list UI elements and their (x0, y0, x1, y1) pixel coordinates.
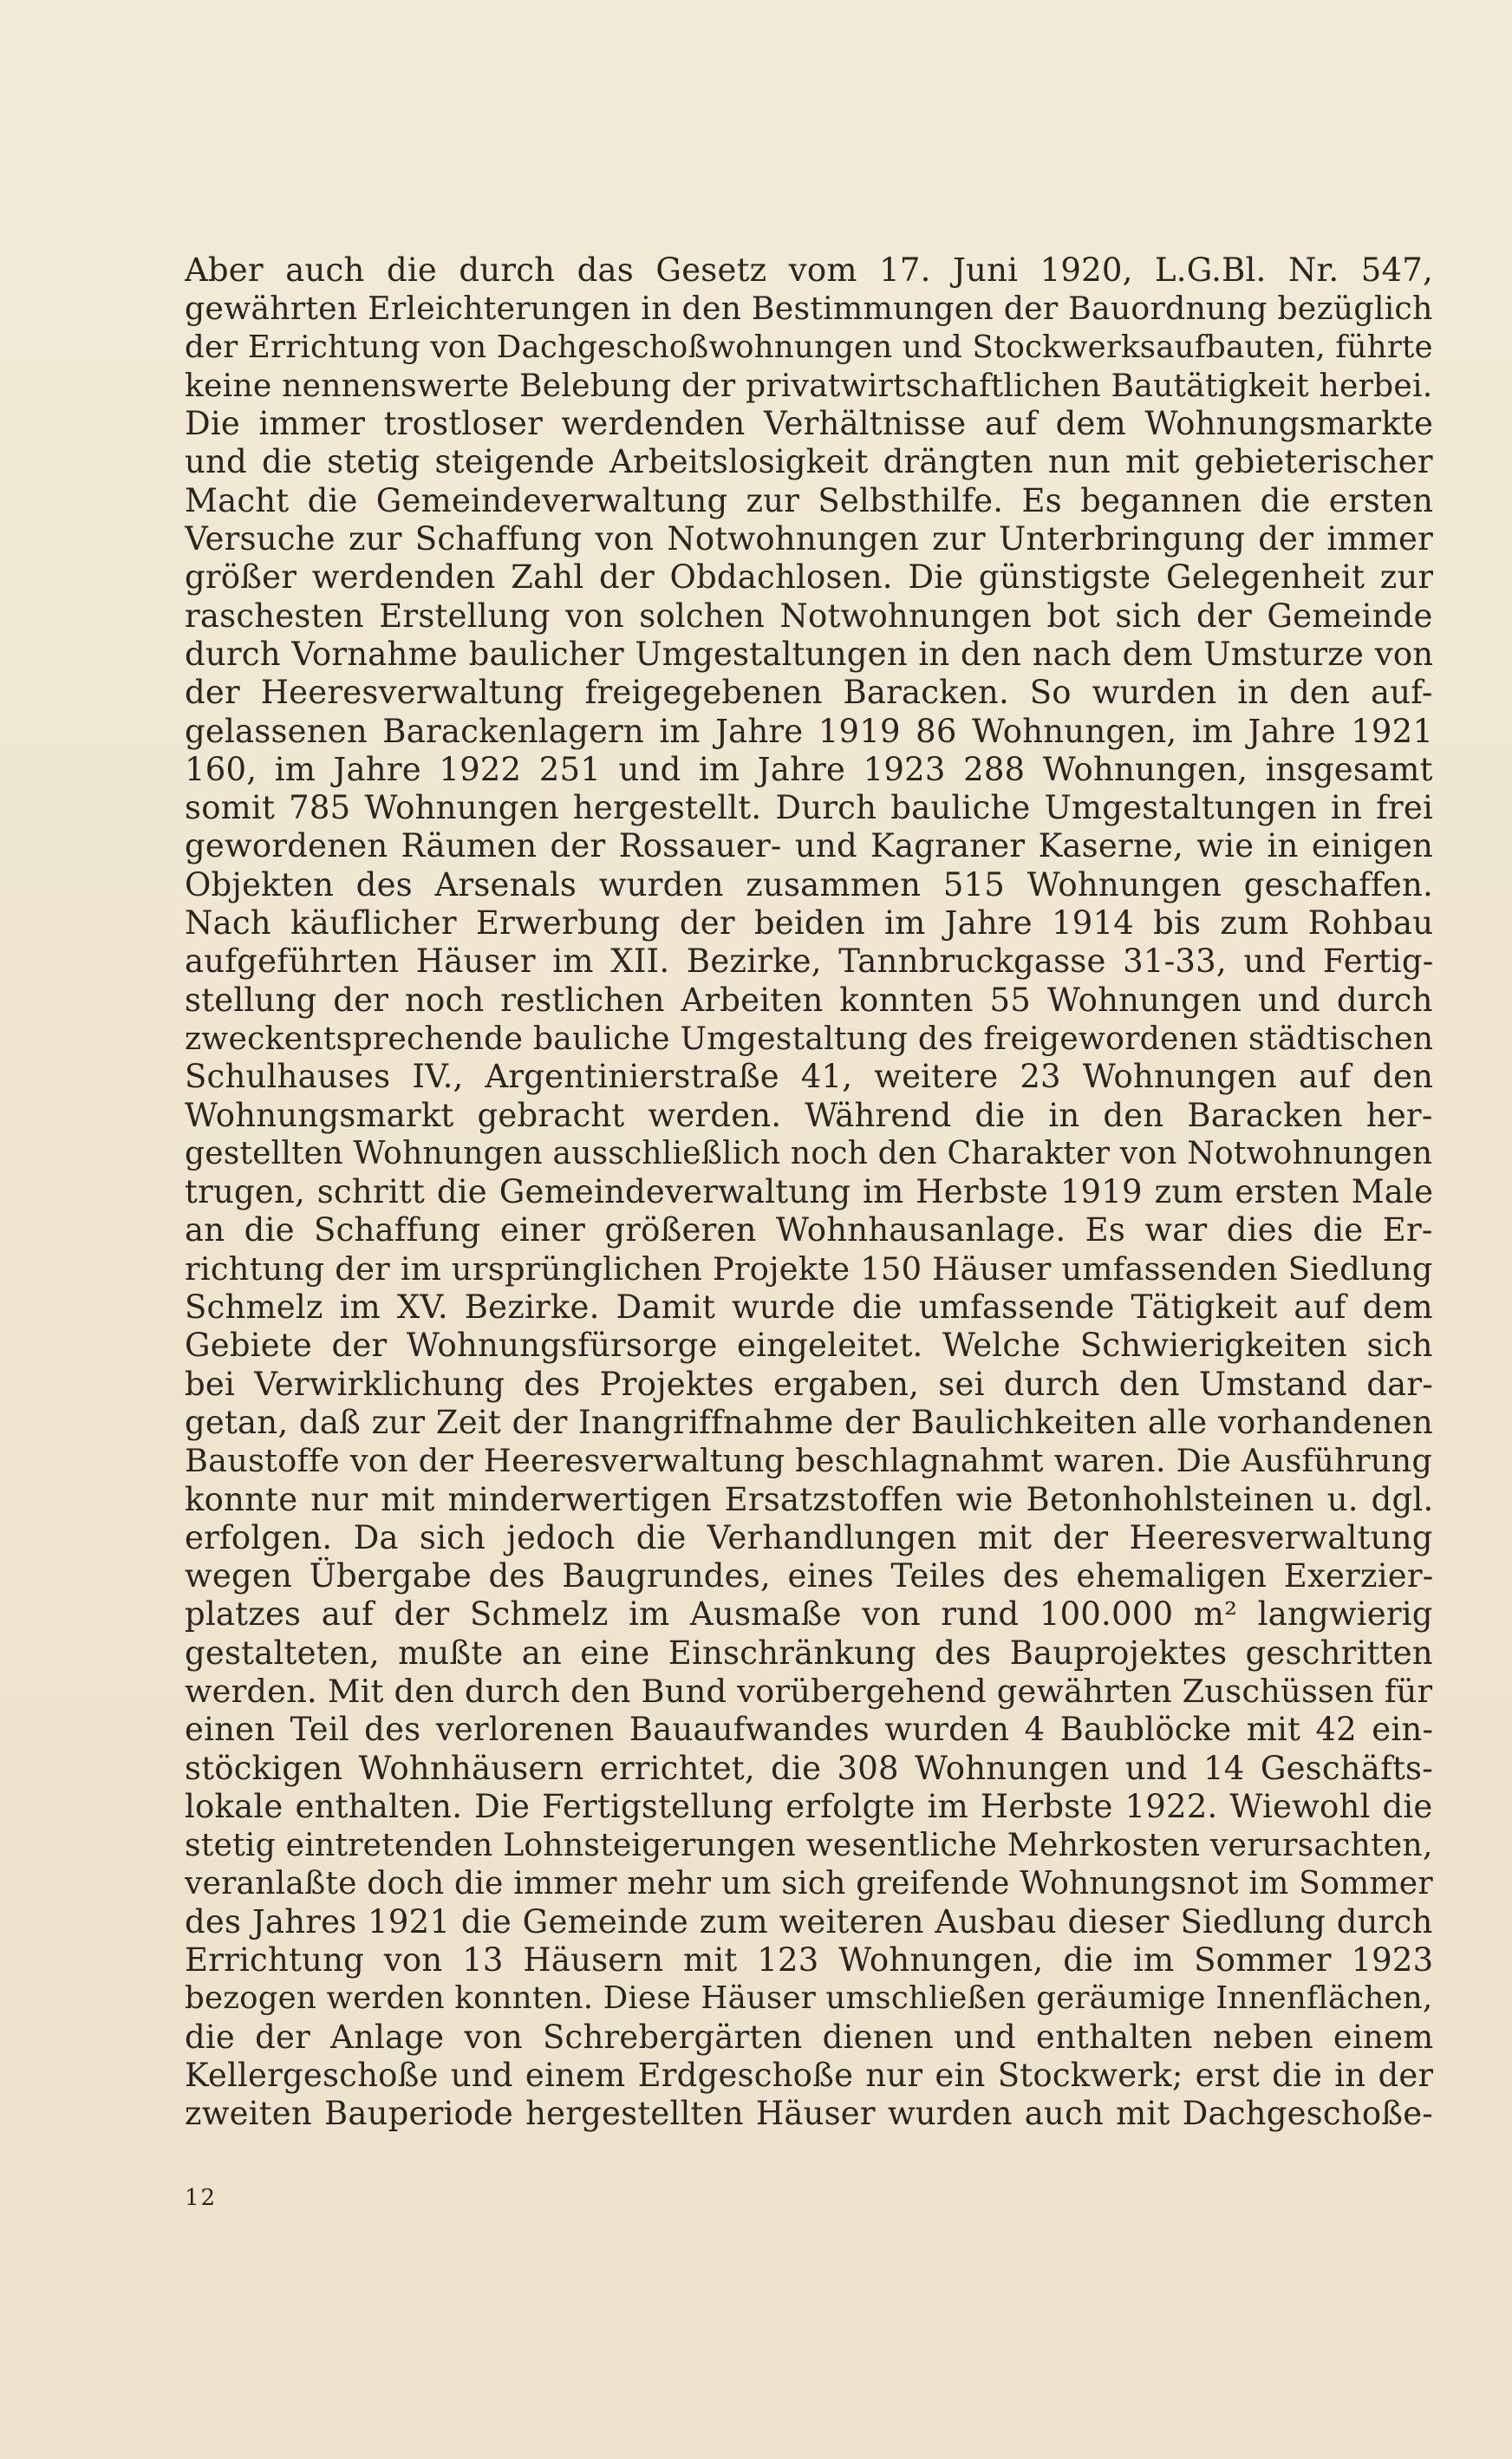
text-line: Objekten des Arsenals wurden zusammen 515 Wohnungen geschaffen. (185, 865, 1433, 903)
text-line: Errichtung von 13 Häusern mit 123 Wohnungen, die im Sommer 1923 (185, 1941, 1433, 1980)
text-line: des Jahres 1921 die Gemeinde zum weiteren Ausbau dieser Siedlung durch (185, 1902, 1433, 1940)
text-line: getan, daß zur Zeit der Inangriffnahme der Baulichkeiten alle vorhandenen (185, 1403, 1433, 1441)
text-line: Schulhauses IV., Argentinierstraße 41, weitere 23 Wohnungen auf den (185, 1058, 1433, 1096)
text-line: richtung der im ursprünglichen Projekte 150 Häuser umfassenden Siedlung (185, 1249, 1433, 1288)
text-line: konnte nur mit minderwertigen Ersatzstoffen wie Betonhohlsteinen u. dgl. (185, 1480, 1433, 1518)
text-line: gestellten Wohnungen ausschließlich noch den Charakter von Notwohnungen (185, 1135, 1433, 1171)
text-line: Wohnungsmarkt gebracht werden. Während die in den Baracken her- (185, 1096, 1433, 1134)
text-line: 160, im Jahre 1922 251 und im Jahre 1923 288 Wohnungen, insgesamt (185, 750, 1433, 788)
text-line: größer werdenden Zahl der Obdachlosen. Die günstigste Gelegenheit zur (185, 558, 1433, 597)
text-line: gestalteten, mußte an eine Einschränkung des Bauprojektes geschritten (185, 1634, 1433, 1672)
text-line: lokale enthalten. Die Fertigstellung erfolgte im Herbste 1922. Wiewohl die (185, 1787, 1433, 1825)
body-text (185, 251, 1433, 2134)
text-line: durch Vornahme baulicher Umgestaltungen in den nach dem Umsturze von (185, 635, 1433, 673)
text-line: platzes auf der Schmelz im Ausmaße von rund 100.000 m² langwierig (185, 1595, 1433, 1634)
text-line: der Heeresverwaltung freigegebenen Baracken. So wurden in den auf- (185, 674, 1433, 712)
text-line: gewordenen Räumen der Rossauer- und Kagraner Kaserne, wie in einigen (185, 827, 1433, 865)
text-line: bezogen werden konnten. Diese Häuser umschließen geräumige Innenflächen, (185, 1980, 1433, 2017)
text-line: veranlaßte doch die immer mehr um sich greifende Wohnungsnot im Sommer (185, 1865, 1433, 1902)
text-line: Macht die Gemeindeverwaltung zur Selbsthilfe. Es begannen die ersten (185, 481, 1433, 519)
text-line: einen Teil des verlorenen Bauaufwandes wurden 4 Baublöcke mit 42 ein- (185, 1711, 1433, 1749)
text-line: stellung der noch restlichen Arbeiten konnten 55 Wohnungen und durch (185, 981, 1433, 1019)
text-line: werden. Mit den durch den Bund vorübergehend gewährten Zuschüssen für (185, 1672, 1433, 1710)
text-line: gelassenen Barackenlagern im Jahre 1919 86 Wohnungen, im Jahre 1921 (185, 712, 1433, 750)
text-line: zweckentsprechende bauliche Umgestaltung des freigewordenen städtischen (185, 1019, 1433, 1057)
text-line: Kellergeschoße und einem Erdgeschoße nur ein Stockwerk; erst die in der (185, 2056, 1433, 2094)
text-line: gewährten Erleichterungen in den Bestimmungen der Bauordnung bezüglich (185, 290, 1433, 328)
text-line: bei Verwirklichung des Projektes ergaben, sei durch den Umstand dar- (185, 1365, 1433, 1403)
text-line: raschesten Erstellung von solchen Notwohnungen bot sich der Gemeinde (185, 597, 1433, 635)
text-line: Baustoffe von der Heeresverwaltung beschlagnahmt waren. Die Ausführung (185, 1442, 1433, 1480)
text-line: zweiten Bauperiode hergestellten Häuser wurden auch mit Dachgeschoße- (185, 2095, 1433, 2133)
text-line: die der Anlage von Schrebergärten dienen und enthalten neben einem (185, 2018, 1433, 2056)
text-line: trugen, schritt die Gemeindeverwaltung im Herbste 1919 zum ersten Male (185, 1173, 1433, 1211)
text-line: aufgeführten Häuser im XII. Bezirke, Tannbruckgasse 31-33, und Fertig- (185, 943, 1433, 981)
text-line: Schmelz im XV. Bezirke. Damit wurde die umfassende Tätigkeit auf dem (185, 1288, 1433, 1327)
text-line: an die Schaffung einer größeren Wohnhausanlage. Es war dies die Er- (185, 1211, 1433, 1249)
text-line: Versuche zur Schaffung von Notwohnungen zur Unterbringung der immer (185, 520, 1433, 558)
text-line: und die stetig steigende Arbeitslosigkeit drängten nun mit gebieterischer (185, 443, 1433, 481)
text-line: Die immer trostloser werdenden Verhältnisse auf dem Wohnungsmarkte (185, 405, 1433, 443)
text-line: erfolgen. Da sich jedoch die Verhandlungen mit der Heeresverwaltung (185, 1518, 1433, 1556)
page-number: 12 (185, 2185, 218, 2211)
text-line: der Errichtung von Dachgeschoßwohnungen und Stockwerksaufbauten, führte (185, 329, 1433, 365)
text-line: wegen Übergabe des Baugrundes, eines Teiles des ehemaligen Exerzier- (185, 1557, 1433, 1595)
text-line: Nach käuflicher Erwerbung der beiden im Jahre 1914 bis zum Rohbau (185, 904, 1433, 943)
text-line: keine nennenswerte Belebung der privatwirtschaftlichen Bautätigkeit herbei. (185, 366, 1433, 404)
text-line: stöckigen Wohnhäusern errichtet, die 308 Wohnungen und 14 Geschäfts- (185, 1749, 1433, 1787)
text-line: Gebiete der Wohnungsfürsorge eingeleitet. Welche Schwierigkeiten sich (185, 1327, 1433, 1365)
text-line: stetig eintretenden Lohnsteigerungen wesentliche Mehrkosten verursachten, (185, 1826, 1433, 1864)
text-line: Aber auch die durch das Gesetz vom 17. Juni 1920, L.G.Bl. Nr. 547, (185, 251, 1433, 289)
text-line: somit 785 Wohnungen hergestellt. Durch bauliche Umgestaltungen in frei (185, 789, 1433, 827)
